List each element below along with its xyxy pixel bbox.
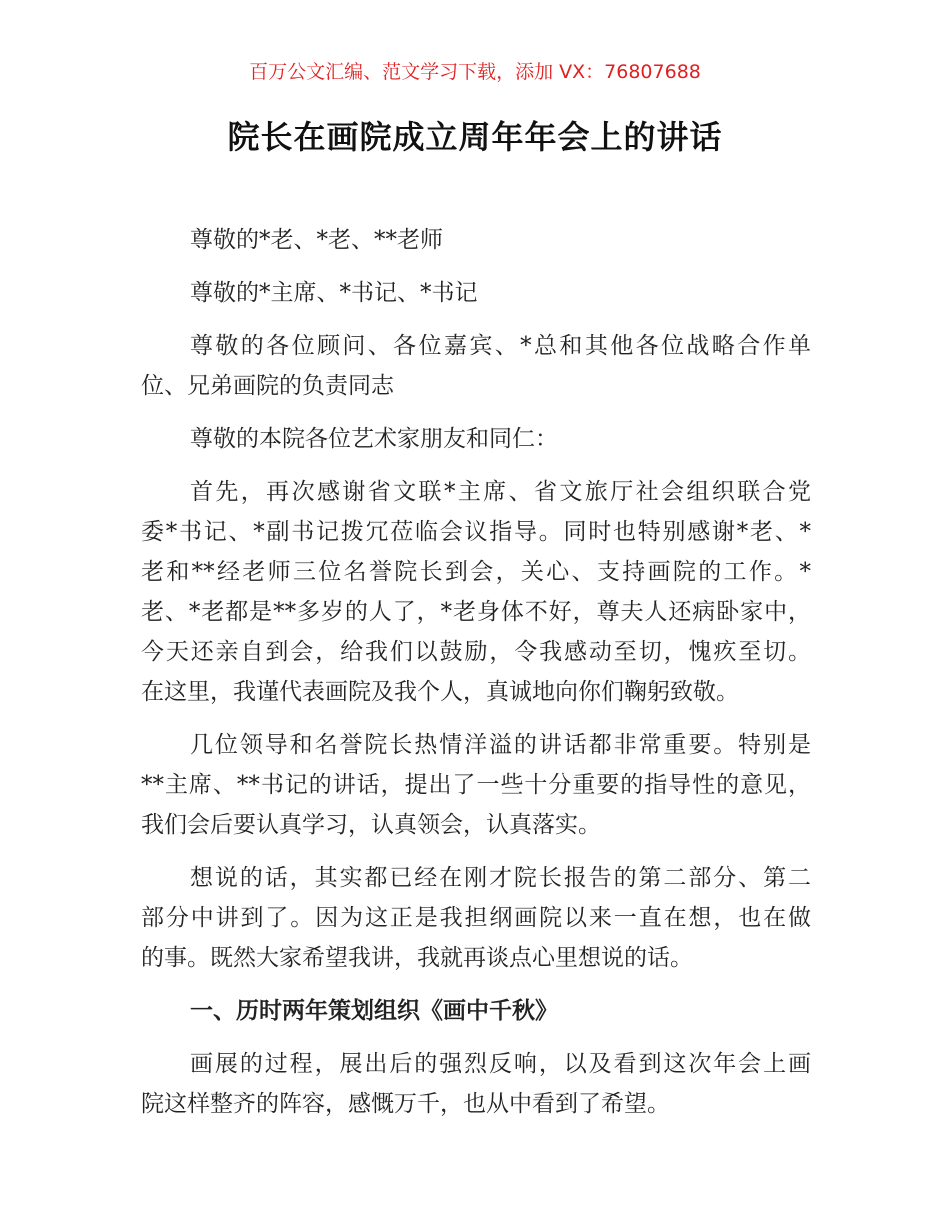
text-line: 尊敬的*主席、*书记、*书记	[190, 280, 478, 306]
paragraph	[141, 419, 811, 459]
text-line: 老和**经老师三位名誉院长到会，关心、支持画院的工作。*	[141, 559, 811, 585]
text-line: 尊敬的各位顾问、各位嘉宾、*总和其他各位战略合作单	[190, 333, 811, 359]
text-line: 部分中讲到了。因为这正是我担纲画院以来一直在想，也在做	[141, 905, 811, 931]
text-line: 几位领导和名誉院长热情洋溢的讲话都非常重要。特别是	[190, 732, 811, 758]
text-line: 一、历时两年策划组织《画中千秋》	[190, 998, 558, 1024]
text-line: 的事。既然大家希望我讲，我就再谈点心里想说的话。	[141, 945, 693, 971]
paragraph	[141, 472, 811, 712]
text-line: 在这里，我谨代表画院及我个人，真诚地向你们鞠躬致敬。	[141, 679, 739, 705]
text-line: 画展的过程，展出后的强烈反响，以及看到这次年会上画	[190, 1051, 811, 1077]
paragraph	[141, 326, 811, 406]
text-line: 首先，再次感谢省文联*主席、省文旅厅社会组织联合党	[190, 479, 811, 505]
text-line: 我们会后要认真学习，认真领会，认真落实。	[141, 812, 601, 838]
paragraph	[141, 220, 811, 260]
text-line: 尊敬的本院各位艺术家朋友和同仁：	[190, 426, 558, 452]
text-line: 想说的话，其实都已经在刚才院长报告的第二部分、第二	[190, 865, 811, 891]
text-line: 位、兄弟画院的负责同志	[141, 373, 394, 399]
text-line: 今天还亲自到会，给我们以鼓励，令我感动至切，愧疚至切。	[141, 639, 811, 665]
text-line: **主席、**书记的讲话，提出了一些十分重要的指导性的意见，	[141, 772, 811, 798]
paragraph	[141, 1044, 811, 1124]
document-title: 院长在画院成立周年年会上的讲话	[227, 118, 723, 156]
text-line: 尊敬的*老、*老、**老师	[190, 227, 443, 253]
text-line: 老、*老都是**多岁的人了，*老身体不好，尊夫人还病卧家中，	[141, 599, 811, 625]
text-line: 委*书记、*副书记拨冗莅临会议指导。同时也特别感谢*老、*	[141, 519, 811, 545]
paragraph	[141, 725, 811, 845]
watermark-banner: 百万公文汇编、范文学习下载，添加 VX：76807688	[249, 61, 701, 83]
paragraph	[141, 858, 811, 978]
section-heading	[141, 991, 811, 1031]
document-body	[141, 220, 811, 1137]
paragraph	[141, 273, 811, 313]
text-line: 院这样整齐的阵容，感慨万千，也从中看到了希望。	[141, 1091, 670, 1117]
